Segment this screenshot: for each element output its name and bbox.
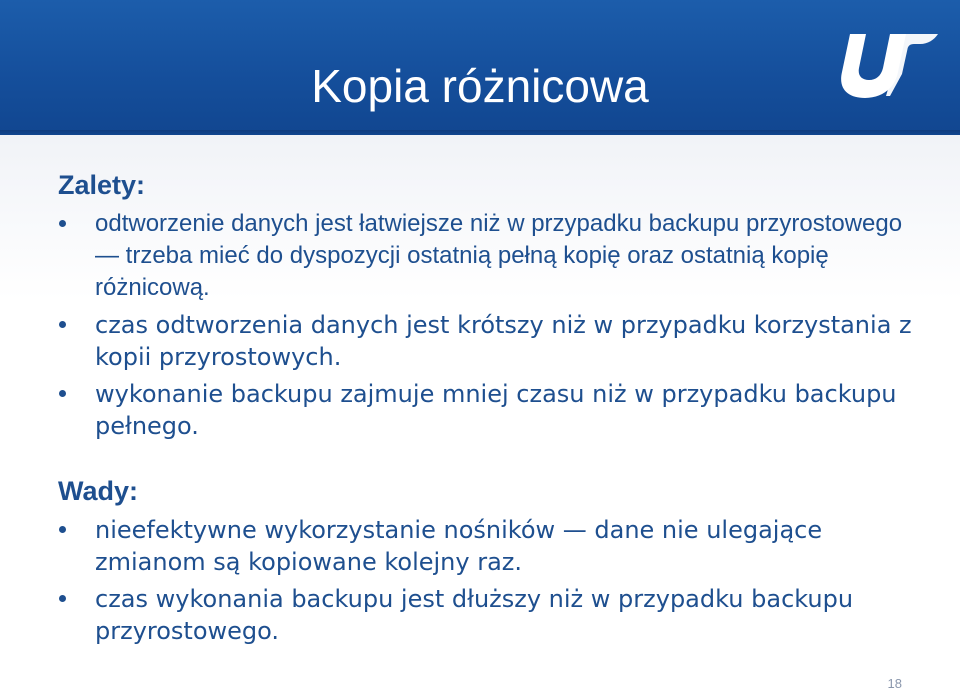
- list-item-text: odtworzenie danych jest łatwiejsze niż w przypadku backupu przyrostowego — trzeba mieć do dyspozycji ostatnią pełną kopię oraz ostatnią kopię różnicową.: [95, 210, 903, 301]
- bullet-icon: [59, 595, 66, 602]
- slide-content: [58, 168, 918, 652]
- page-number: 18: [887, 676, 902, 691]
- list-item: [58, 378, 918, 442]
- advantages-heading: Zalety:: [58, 170, 146, 200]
- list-item: [58, 583, 918, 647]
- disadvantages-heading: Wady:: [58, 476, 138, 506]
- list-item-text: nieefektywne wykorzystanie nośników — dane nie ulegające zmianom są kopiowane kolejny raz.: [95, 516, 823, 576]
- list-item-text: czas odtworzenia danych jest krótszy niż w przypadku korzystania z kopii przyrostowych.: [95, 311, 912, 371]
- university-logo-icon: [832, 26, 942, 102]
- bullet-icon: [59, 321, 66, 328]
- list-item-text: wykonanie backupu zajmuje mniej czasu niż w przypadku backupu pełnego.: [95, 380, 897, 440]
- bullet-icon: [59, 526, 66, 533]
- advantages-list: [58, 208, 918, 442]
- bullet-icon: [59, 390, 66, 397]
- list-item: [58, 208, 918, 304]
- list-item: [58, 514, 918, 578]
- list-item-text: czas wykonania backupu jest dłuższy niż w przypadku backupu przyrostowego.: [95, 585, 854, 645]
- bullet-icon: [59, 220, 66, 227]
- list-item: [58, 309, 918, 373]
- disadvantages-list: [58, 514, 918, 647]
- slide-title: Kopia różnicowa: [311, 60, 649, 112]
